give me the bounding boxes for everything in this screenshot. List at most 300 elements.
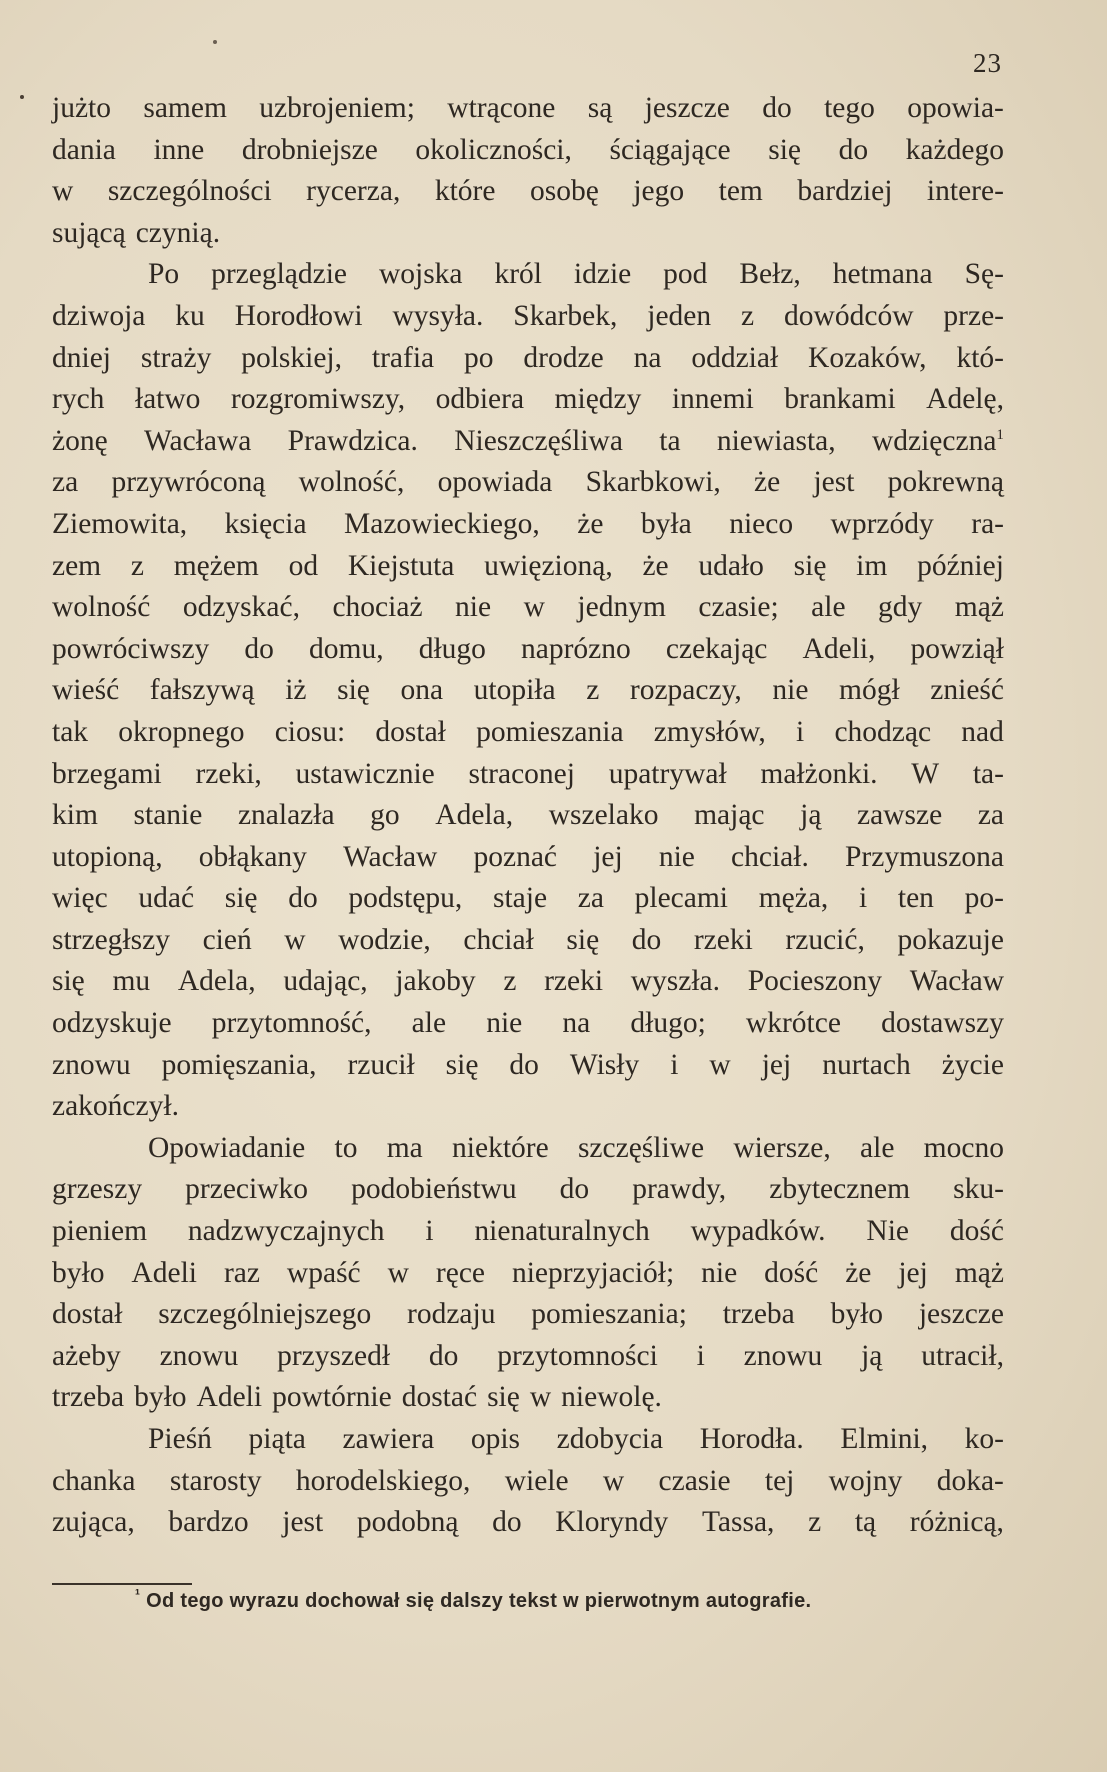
word: są [587, 92, 613, 124]
word: po- [964, 882, 1004, 915]
word: tą [854, 1506, 877, 1539]
word: wdzięczna$^1$ [871, 424, 1004, 457]
word: Sę- [964, 258, 1004, 291]
word: dostał [52, 1298, 123, 1331]
word: kim [52, 799, 98, 832]
word: ręce [435, 1256, 486, 1289]
word: mu [112, 965, 151, 998]
word: naprózno [521, 632, 631, 665]
word: ściągające [609, 133, 731, 166]
footnote-text: Od tego wyrazu dochował się dalszy tekst w pierwotnym autografie. [146, 1590, 812, 1612]
text-line [52, 1128, 1004, 1170]
word: nienaturalnych [474, 1215, 650, 1248]
word: że [754, 466, 781, 499]
word: udając, [283, 965, 368, 998]
word: straconej [468, 757, 575, 790]
text-line [52, 961, 1004, 1003]
word: wprzódy [830, 507, 934, 540]
word: Opowiadanie [148, 1131, 306, 1164]
word: dowódców [784, 299, 914, 332]
word: nie [455, 591, 492, 624]
text-line [52, 379, 1004, 421]
word: Adelę, [926, 383, 1004, 416]
word: rzucił [347, 1048, 415, 1081]
word: jej [898, 1256, 928, 1289]
word: samem [143, 92, 227, 124]
word: dziwoja [52, 299, 146, 332]
word: brankami [784, 383, 896, 416]
text-line [52, 1086, 1004, 1128]
word: było [830, 1298, 884, 1331]
word: jakoby [395, 965, 476, 998]
word: poznać [473, 840, 558, 873]
word: w [284, 923, 306, 956]
word: długo [418, 632, 486, 665]
word: przytomność, [211, 1007, 372, 1040]
word: ale [811, 591, 846, 624]
word: nieprzyjaciół; [511, 1256, 675, 1289]
text-line [52, 1461, 1004, 1503]
word: dostał [375, 715, 446, 748]
text-line [52, 254, 1004, 296]
word: utopiła [473, 674, 556, 707]
word: opowiada [437, 466, 553, 499]
word: ona [400, 674, 444, 707]
word: prze- [943, 299, 1004, 332]
word: z [586, 674, 600, 707]
word: się [52, 965, 85, 998]
word: do [288, 882, 318, 915]
word: męża, [758, 882, 829, 915]
word: dostawszy [881, 1007, 1004, 1040]
word: rzeki [544, 965, 604, 998]
text-line [52, 670, 1004, 712]
word: Adeli [131, 1256, 197, 1289]
word: ma [386, 1131, 423, 1164]
word: upatrywał [608, 757, 727, 790]
word: Bełz, [739, 258, 801, 291]
word: wolność, [298, 466, 405, 499]
word: horodelskiego, [295, 1464, 471, 1497]
word: Kloryndy [555, 1506, 669, 1539]
word: jej [761, 1048, 792, 1081]
footnote-rule [52, 1583, 192, 1585]
word: ciosu: [274, 715, 346, 748]
word: czynią. [135, 216, 221, 249]
text-line [52, 1045, 1004, 1087]
word: wodzie, [338, 923, 431, 956]
text-line [52, 587, 1004, 629]
word: znowu [52, 1048, 131, 1081]
word: mocno [923, 1131, 1004, 1164]
word: raz [223, 1256, 260, 1289]
word: podobieństwu [351, 1173, 517, 1206]
word: drobniejsze [241, 133, 378, 166]
word: z [808, 1506, 822, 1539]
text-line [52, 1169, 1004, 1211]
word: za [977, 799, 1004, 832]
word: nieco [729, 507, 794, 540]
word: wtrącone [447, 92, 556, 124]
word: do [428, 1339, 459, 1372]
margin-mark [20, 95, 24, 99]
word: Pieśń [148, 1423, 212, 1455]
word: podobną [356, 1506, 459, 1539]
word: fałszywą [149, 674, 255, 707]
word: i [796, 715, 805, 748]
word: rozgromiwszy, [230, 383, 406, 416]
word: do [631, 923, 662, 956]
word: nurtach [822, 1048, 911, 1081]
word: iż [285, 674, 307, 707]
word: uzbrojeniem; [259, 92, 415, 124]
word: chodząc [834, 715, 932, 748]
word: Skarbkowi, [585, 466, 721, 499]
word: mając [694, 799, 765, 832]
word: wiersze, [733, 1131, 831, 1164]
word: bardziej [797, 175, 893, 208]
word: pomieszania [476, 715, 624, 748]
word: przyszedł [277, 1339, 391, 1372]
word: utracił, [921, 1339, 1004, 1372]
word: tak [52, 715, 89, 748]
word: wkrótce [745, 1007, 841, 1040]
word: Wacław [343, 840, 438, 873]
word: straży [140, 341, 212, 374]
word: piąta [248, 1423, 306, 1455]
word: pomięszania, [161, 1048, 317, 1081]
word: zem [52, 549, 102, 582]
page-number: 23 [973, 48, 1002, 78]
word: osobę [529, 175, 599, 208]
word: za [52, 466, 79, 499]
word: Adeli, [802, 632, 876, 665]
word: idzie [573, 258, 632, 291]
word: dość [949, 1215, 1004, 1248]
word: wiele [504, 1464, 569, 1497]
word: mąż [954, 1256, 1004, 1289]
word: wpaść [286, 1256, 361, 1289]
footnote [135, 1586, 812, 1613]
word: wojska [378, 258, 463, 291]
word: rzeki [693, 923, 753, 956]
word: rycerza, [306, 175, 401, 208]
text-line [52, 1377, 1004, 1419]
word: podstępu, [348, 882, 463, 915]
word: intere- [926, 175, 1004, 208]
text-line [52, 920, 1004, 962]
word: różnicą, [909, 1506, 1004, 1539]
footnote-marker: ¹ [135, 1586, 141, 1604]
word: rozpaczy, [629, 674, 742, 707]
word: się [768, 133, 802, 166]
word: Ziemowita, [52, 507, 188, 540]
word: Prawdzica. [287, 424, 418, 457]
word: żonę [52, 424, 108, 457]
word: później [917, 549, 1004, 582]
word: wszelako [548, 799, 659, 832]
word: niektóre [452, 1131, 549, 1164]
word: że [577, 507, 604, 540]
word: mąż [954, 591, 1004, 624]
word: rzucić, [785, 923, 865, 956]
word: między [554, 383, 642, 416]
word: księcia [224, 507, 307, 540]
word: polskiej, [241, 341, 343, 374]
word: znieść [930, 674, 1004, 707]
word: chciał. [731, 840, 809, 873]
word: dostać [401, 1381, 478, 1414]
word: obłąkany [198, 840, 307, 873]
word: cień [202, 923, 252, 956]
word: że [642, 549, 669, 582]
text-line [52, 213, 1004, 255]
word: przywróconą [111, 466, 266, 499]
word: ażeby [52, 1339, 121, 1372]
word: odzyskuje [52, 1007, 172, 1040]
word: sku- [953, 1173, 1004, 1206]
word: że [845, 1256, 872, 1289]
word: ra- [971, 507, 1004, 540]
word: Adela, [177, 965, 256, 998]
word: brzegami [52, 757, 162, 790]
word: wojny [828, 1464, 903, 1497]
word: W [911, 757, 940, 790]
word: udać [138, 882, 195, 915]
word: się [445, 1048, 479, 1081]
word: na [633, 341, 662, 374]
word: gdy [878, 591, 923, 624]
word: Mazowieckiego, [344, 507, 540, 540]
word: długo; [630, 1007, 706, 1040]
word: Pocieszony [747, 965, 883, 998]
word: było [52, 1256, 105, 1289]
word: trzeba [52, 1381, 125, 1414]
word: w [52, 175, 74, 208]
word: Wacława [144, 424, 252, 457]
word: małżonki. [760, 757, 878, 790]
text-line [52, 338, 1004, 380]
word: znowu [743, 1339, 823, 1372]
word: jest [813, 466, 855, 499]
word: jej [593, 840, 623, 873]
word: ustawicznie [295, 757, 435, 790]
word: rzeki, [195, 757, 262, 790]
word: zująca, [52, 1506, 135, 1539]
word: po [464, 341, 494, 374]
word: i [858, 882, 868, 915]
text-line [52, 837, 1004, 879]
word: odzyskać, [182, 591, 300, 624]
word: dniej [52, 341, 111, 374]
word: prawdy, [632, 1173, 727, 1206]
text-line [52, 712, 1004, 754]
word: chociaż [332, 591, 423, 624]
word: się [224, 882, 258, 915]
word: do [838, 133, 869, 166]
word: do [559, 1173, 590, 1206]
word: zawiera [342, 1423, 435, 1455]
text-line [52, 795, 1004, 837]
word: i [696, 1339, 705, 1372]
word: zbytecznem [769, 1173, 911, 1206]
word: odbiera [435, 383, 525, 416]
text-line [52, 1502, 1004, 1544]
text-line [52, 296, 1004, 338]
word: dość [764, 1256, 819, 1289]
word: jednym [577, 591, 666, 624]
word: i [670, 1048, 679, 1081]
word: pod [663, 258, 708, 291]
word: Elmini, [840, 1423, 929, 1455]
word: za [577, 882, 604, 915]
word: ko- [964, 1423, 1004, 1455]
word: zawsze [857, 799, 943, 832]
word: każdego [905, 133, 1004, 166]
text-line [52, 1003, 1004, 1045]
word: była [640, 507, 692, 540]
text-line [52, 1419, 1004, 1461]
word: do [509, 1048, 539, 1081]
word: ta [659, 424, 681, 457]
word: łatwo [134, 383, 201, 416]
word: i [425, 1215, 434, 1248]
word: pomieszania; [531, 1298, 687, 1331]
word: zmysłów, [653, 715, 766, 748]
text-line [52, 546, 1004, 588]
word: Adeli [196, 1381, 263, 1414]
word: wysyła. [392, 299, 484, 332]
word: dania [52, 133, 116, 166]
word: uwięzioną, [484, 549, 613, 582]
word: domu, [309, 632, 384, 665]
text-line [52, 421, 1004, 463]
word: do [492, 1506, 522, 1539]
word: nad [961, 715, 1004, 748]
footnote-reference: 1 [996, 426, 1004, 443]
word: czasie [658, 1464, 731, 1497]
word: Horodłowi [234, 299, 363, 332]
word: hetmana [832, 258, 933, 291]
text-line [52, 1336, 1004, 1378]
word: szczególniejszego [158, 1298, 372, 1331]
word: na [562, 1007, 591, 1040]
word: wieść [52, 674, 120, 707]
word: w [529, 1381, 552, 1414]
word: zdobycia [556, 1423, 664, 1455]
word: oddział [691, 341, 779, 374]
word: zakończył. [52, 1090, 179, 1123]
word: Nie [866, 1215, 909, 1248]
word: jeszcze [644, 92, 730, 124]
body-text [52, 88, 1004, 1544]
word: tego [824, 92, 875, 124]
word: któ- [956, 341, 1004, 374]
word: z [130, 549, 144, 582]
text-line [52, 1253, 1004, 1295]
word: mógł [839, 674, 900, 707]
word: opowia- [907, 92, 1004, 124]
word: Tassa, [701, 1506, 775, 1539]
word: szczęśliwe [577, 1131, 705, 1164]
text-line [52, 629, 1004, 671]
word: które [434, 175, 496, 208]
word: Wisły [569, 1048, 640, 1081]
word: chciał [463, 923, 534, 956]
word: przeciwko [185, 1173, 309, 1206]
text-line [52, 878, 1004, 920]
word: chanka [52, 1464, 136, 1497]
word: pieniem [52, 1215, 148, 1248]
word: z [741, 299, 755, 332]
word: utopioną, [52, 840, 163, 873]
word: jego [633, 175, 685, 208]
word: do [244, 632, 274, 665]
word: inne [153, 133, 205, 166]
text-line [52, 1211, 1004, 1253]
word: Przymuszona [845, 840, 1004, 873]
word: czasie; [698, 591, 779, 624]
word: im [856, 549, 888, 582]
word: rych [52, 383, 105, 416]
word: w [387, 1256, 409, 1289]
word: to [334, 1131, 358, 1164]
word: pokazuje [897, 923, 1004, 956]
word: plecami [634, 882, 728, 915]
word: nie [486, 1007, 523, 1040]
word: ku [175, 299, 205, 332]
word: jeden [647, 299, 712, 332]
word: przeglądzie [211, 258, 348, 291]
word: okropnego [118, 715, 245, 748]
word: nie [701, 1256, 738, 1289]
word: do [762, 92, 792, 124]
word: Adela, [435, 799, 514, 832]
text-line [52, 171, 1004, 213]
word: się [793, 549, 827, 582]
word: Nieszczęśliwa [454, 424, 623, 457]
word: trafia [371, 341, 435, 374]
word: tej [764, 1464, 795, 1497]
word: szczególności [107, 175, 272, 208]
word: strzegłszy [52, 923, 170, 956]
word: Kozaków, [808, 341, 927, 374]
word: ją [800, 799, 822, 832]
word: sującą [52, 216, 126, 249]
word: okoliczności, [415, 133, 572, 166]
word: powróciwszy [52, 632, 210, 665]
word: przytomności [497, 1339, 658, 1372]
word: w [523, 591, 545, 624]
word: znowu [159, 1339, 239, 1372]
word: Wacław [909, 965, 1004, 998]
word: ale [860, 1131, 895, 1164]
word: w [602, 1464, 625, 1497]
word: od [288, 549, 319, 582]
word: wyszła. [630, 965, 721, 998]
text-line [52, 1294, 1004, 1336]
word: z [503, 965, 517, 998]
word: pokrewną [887, 466, 1004, 499]
word: staje [493, 882, 548, 915]
word: wypadków. [690, 1215, 826, 1248]
word: w [709, 1048, 731, 1081]
word: się [566, 923, 600, 956]
word: nie [772, 674, 809, 707]
word: powtórnie [272, 1381, 392, 1414]
word: znalazła [237, 799, 335, 832]
word: mężem [173, 549, 259, 582]
